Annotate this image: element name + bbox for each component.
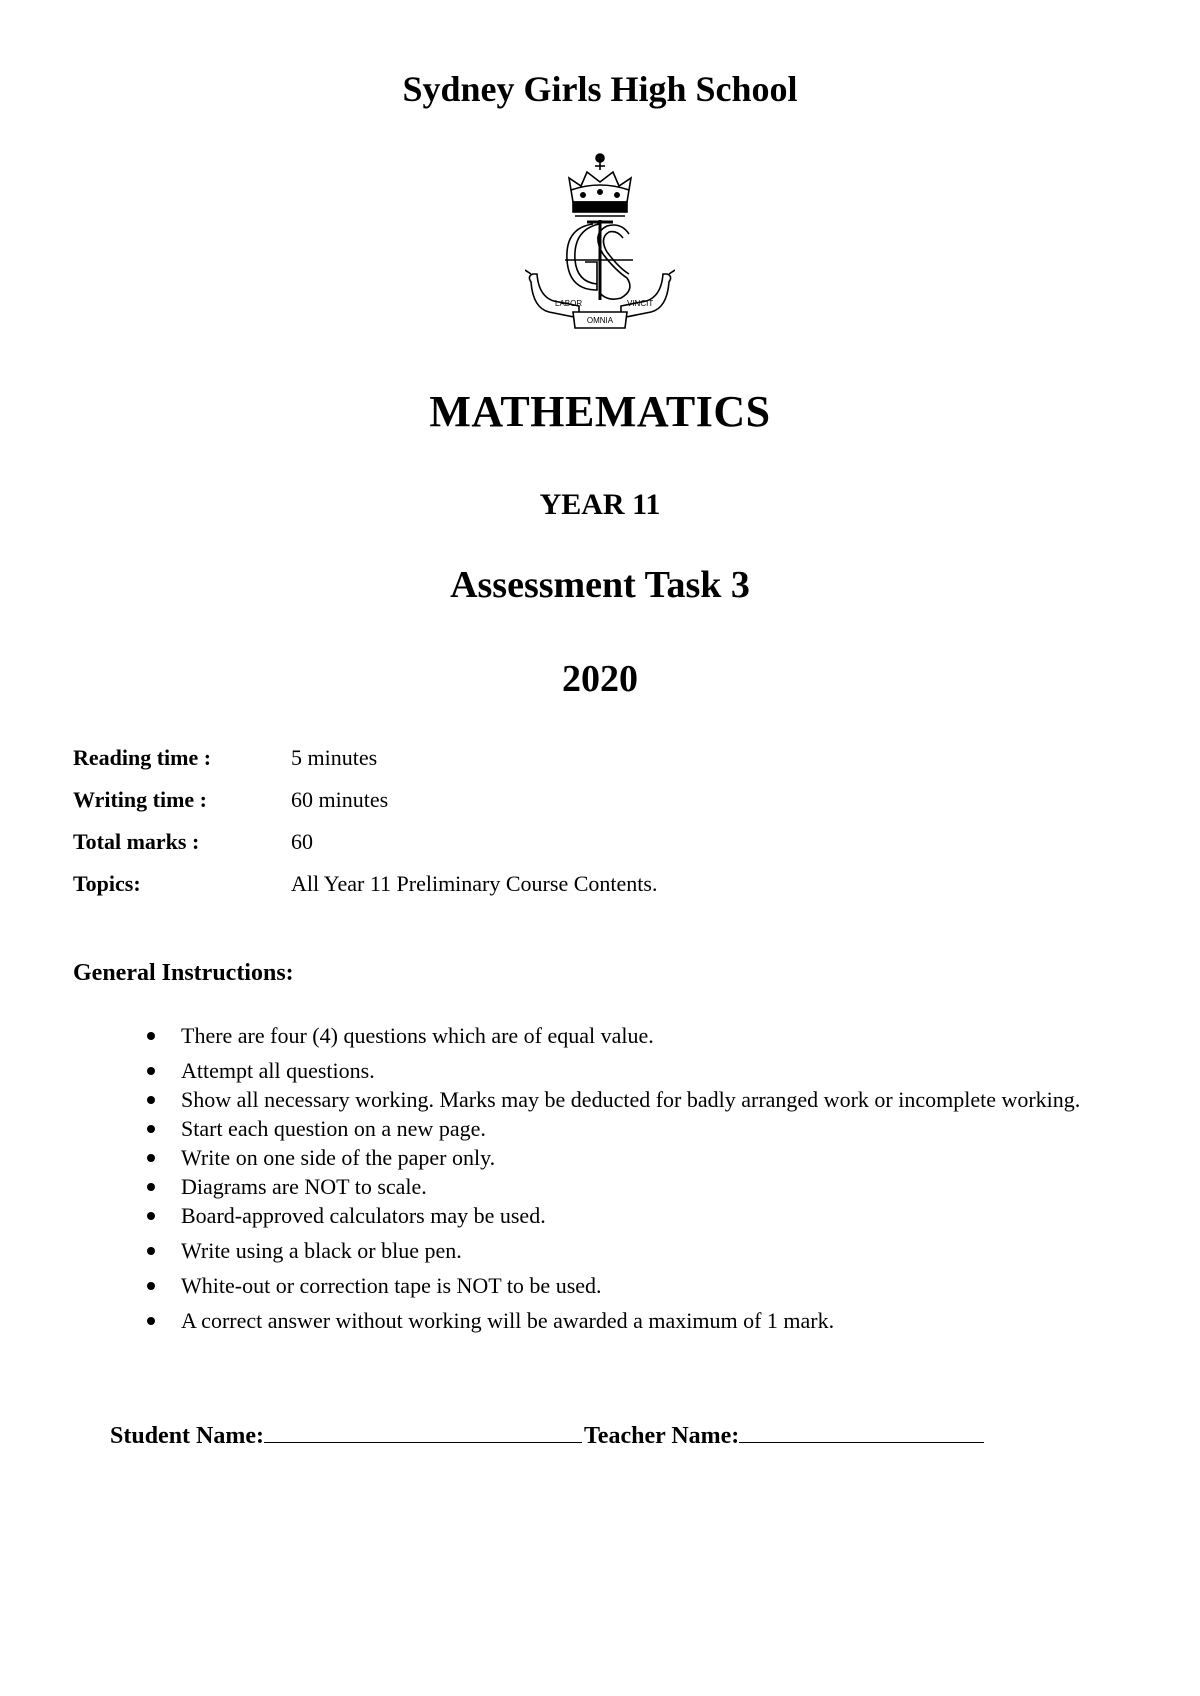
- detail-row-writing-time: [73, 787, 1123, 829]
- detail-label: Topics:: [73, 871, 141, 896]
- instruction-text: Diagrams are NOT to scale.: [181, 1174, 427, 1199]
- bullet-icon: [147, 1154, 155, 1162]
- teacher-name-field[interactable]: [739, 1422, 984, 1443]
- list-item: [73, 1115, 1113, 1143]
- school-name: Sydney Girls High School: [402, 69, 798, 109]
- student-name-label: Student Name:: [110, 1423, 264, 1449]
- instruction-text: Attempt all questions.: [181, 1058, 375, 1083]
- bullet-icon: [147, 1096, 155, 1104]
- bullet-icon: [147, 1212, 155, 1220]
- subject-title: MATHEMATICS: [429, 387, 771, 436]
- name-fields: [110, 1422, 984, 1450]
- instruction-text: A correct answer without working will be awarded a maximum of 1 mark.: [181, 1308, 835, 1333]
- list-item: [73, 1237, 1113, 1265]
- list-item: [73, 1307, 1113, 1335]
- list-item: [73, 1057, 1113, 1085]
- instruction-text: Show all necessary working. Marks may be deducted for badly arranged work or incomplete working.: [181, 1087, 1081, 1112]
- instruction-text: Write using a black or blue pen.: [181, 1238, 462, 1263]
- motto-left-text: LABOR: [555, 299, 583, 308]
- bullet-icon: [147, 1032, 155, 1040]
- list-item: [73, 1202, 1113, 1230]
- year-level: YEAR 11: [539, 488, 661, 521]
- instruction-text: Board-approved calculators may be used.: [181, 1203, 546, 1228]
- detail-row-reading-time: [73, 745, 1123, 787]
- bullet-icon: [147, 1125, 155, 1133]
- assessment-task-title: Assessment Task 3: [450, 564, 750, 606]
- monogram-icon: [565, 220, 633, 300]
- bullet-icon: [147, 1067, 155, 1075]
- teacher-name-label: Teacher Name:: [584, 1423, 740, 1449]
- exam-year: 2020: [562, 658, 638, 700]
- list-item: [73, 1086, 1113, 1114]
- detail-label: Writing time :: [73, 787, 208, 812]
- list-item: [73, 1144, 1113, 1172]
- exam-details: [73, 745, 1123, 913]
- list-item: [73, 1272, 1113, 1300]
- instruction-text: Write on one side of the paper only.: [181, 1145, 496, 1170]
- detail-label: Total marks :: [73, 829, 200, 854]
- instructions-list: [73, 1022, 1113, 1336]
- crown-icon: [569, 154, 631, 216]
- motto-right-text: VINCIT: [627, 299, 654, 308]
- bullet-icon: [147, 1183, 155, 1191]
- bullet-icon: [147, 1317, 155, 1325]
- instruction-text: Start each question on a new page.: [181, 1116, 486, 1141]
- detail-label: Reading time :: [73, 745, 212, 770]
- school-crest-logo: [525, 150, 675, 350]
- motto-center-text: OMNIA: [586, 316, 614, 325]
- instruction-text: There are four (4) questions which are of equal value.: [181, 1023, 654, 1048]
- list-item: [73, 1022, 1113, 1050]
- student-name-field[interactable]: [264, 1422, 582, 1443]
- detail-value: 60: [291, 829, 313, 854]
- detail-value: 60 minutes: [291, 787, 389, 812]
- detail-value: 5 minutes: [291, 745, 378, 770]
- detail-value: All Year 11 Preliminary Course Contents.: [291, 871, 658, 896]
- detail-row-total-marks: [73, 829, 1123, 871]
- bullet-icon: [147, 1247, 155, 1255]
- detail-row-topics: [73, 871, 1123, 913]
- bullet-icon: [147, 1282, 155, 1290]
- instructions-heading: General Instructions:: [73, 960, 294, 986]
- list-item: [73, 1173, 1113, 1201]
- instruction-text: White-out or correction tape is NOT to be used.: [181, 1273, 602, 1298]
